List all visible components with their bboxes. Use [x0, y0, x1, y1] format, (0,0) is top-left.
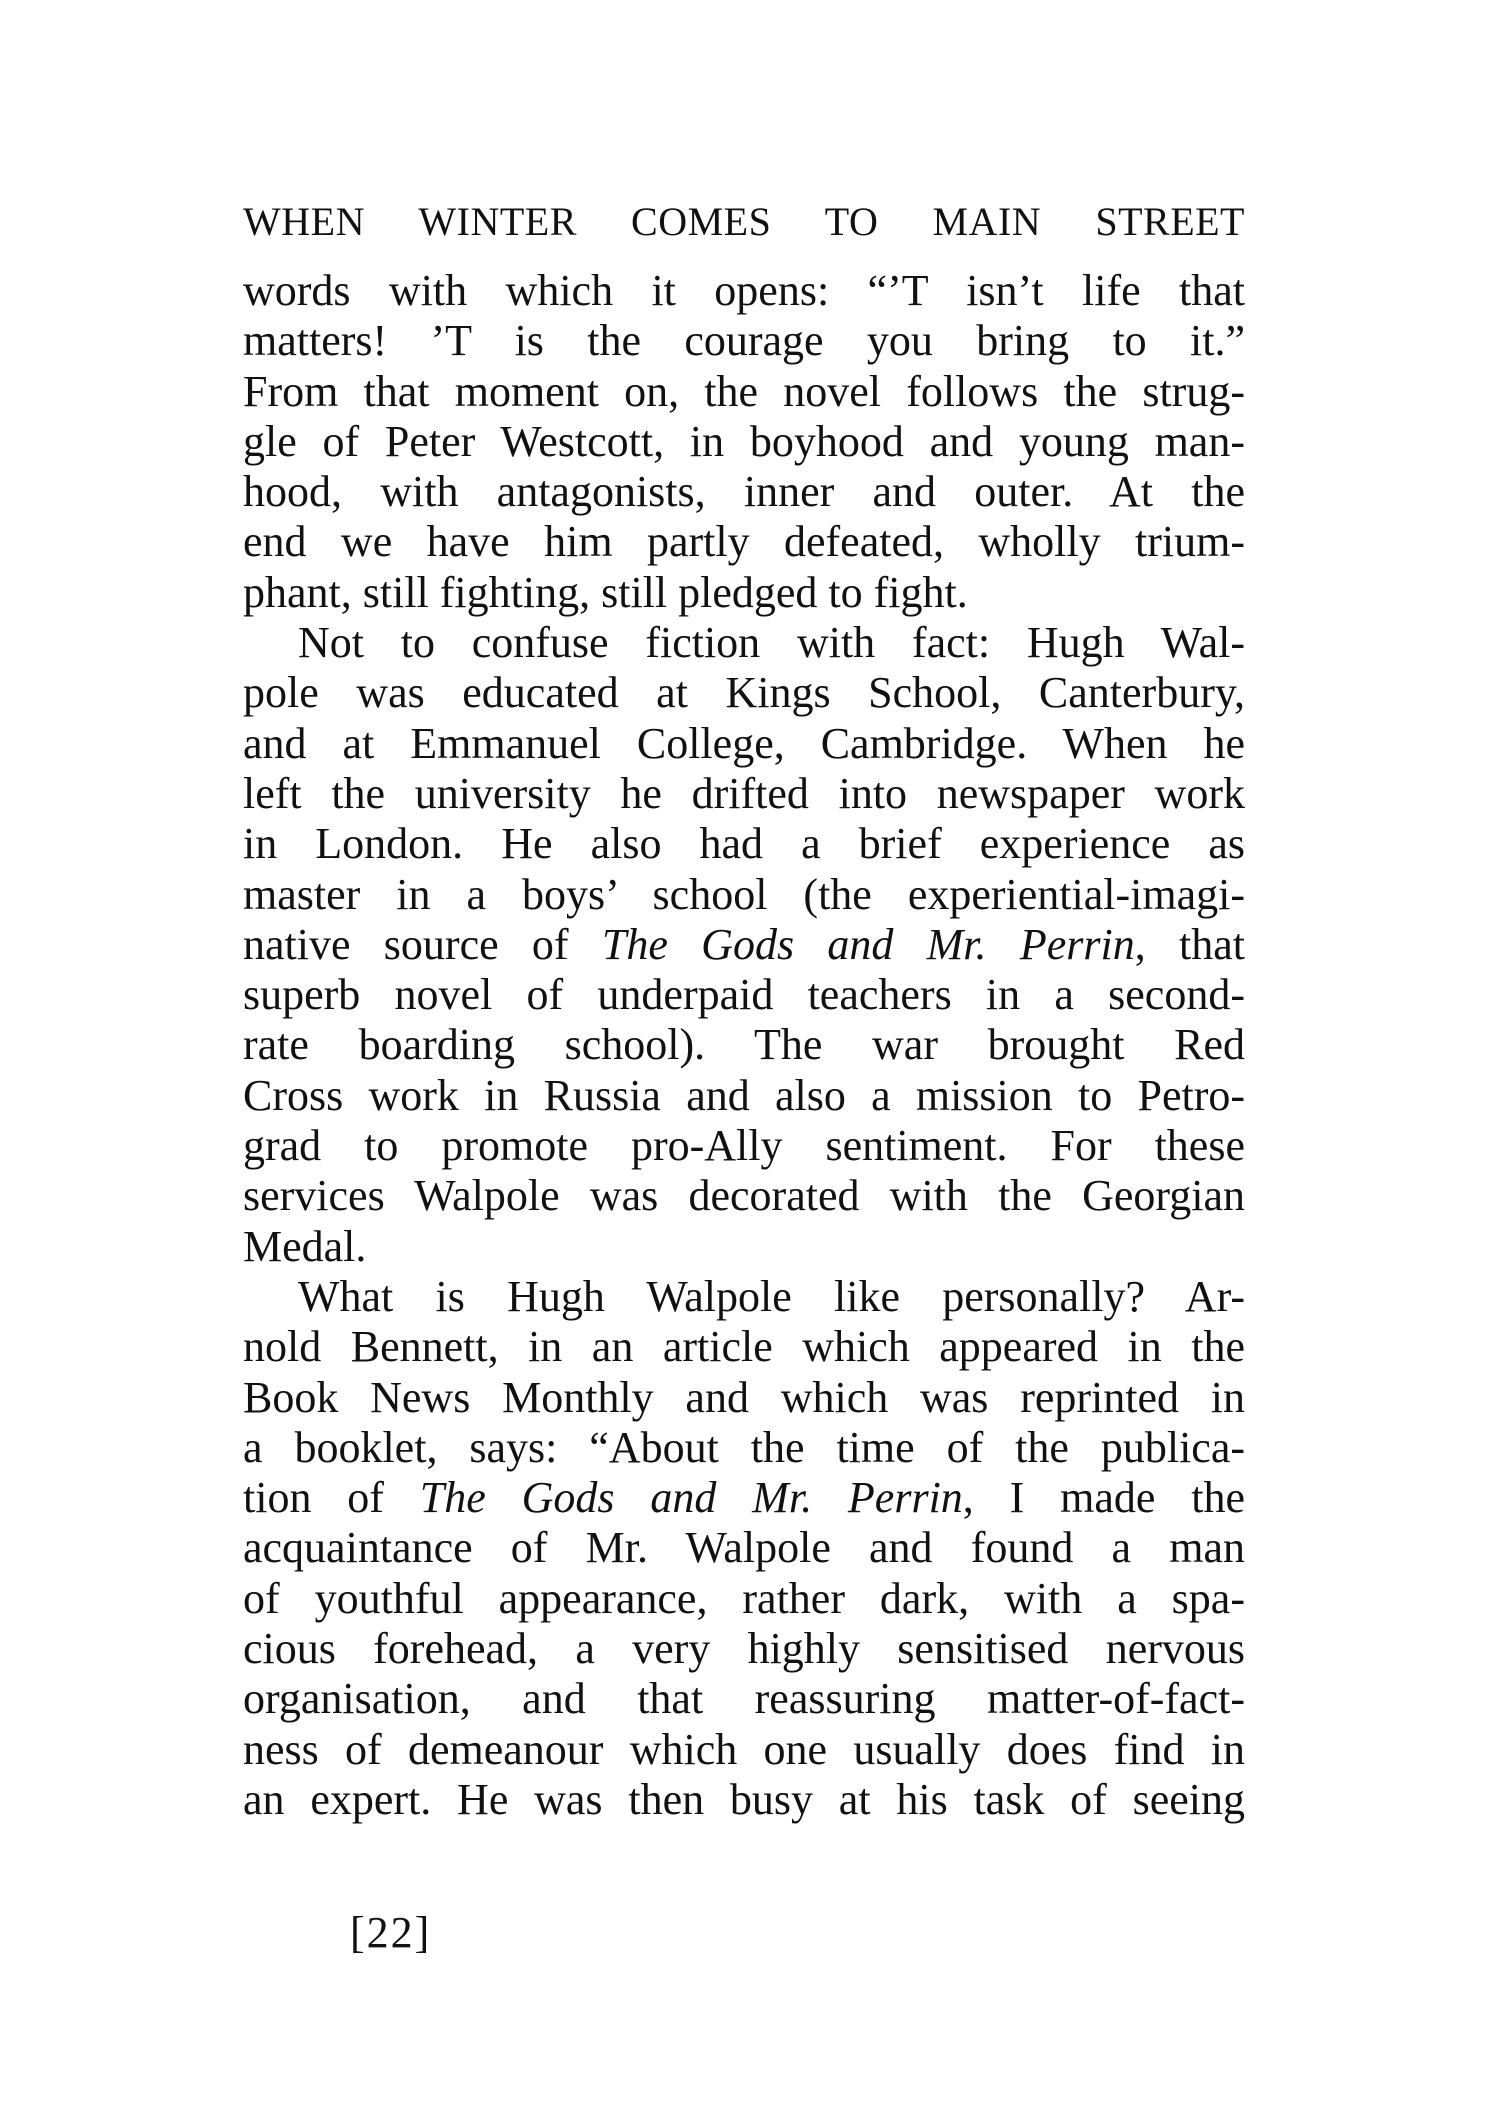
text-line: What is Hugh Walpole like personally? Ar-: [298, 1271, 1245, 1321]
text-line: Cross work in Russia and also a mission to Petro-: [243, 1070, 1245, 1120]
text-segment: native source of: [243, 919, 602, 969]
text-line: [243, 920, 1245, 970]
text-line: services Walpole was decorated with the Georgian: [243, 1171, 1245, 1221]
running-head: WHEN WINTER COMES TO MAIN STREET: [243, 199, 1245, 244]
text-line: superb novel of underpaid teachers in a second-: [243, 970, 1245, 1020]
text-line: [243, 1473, 1245, 1523]
text-line: matters! ’T is the courage you bring to it.”: [243, 316, 1245, 366]
text-line: grad to promote pro-Ally sentiment. For these: [243, 1121, 1245, 1171]
text-line: in London. He also had a brief experience as: [243, 819, 1245, 869]
text-line: Medal.: [243, 1221, 367, 1271]
text-line: phant, still fighting, still pledged to fight.: [243, 567, 968, 617]
page-number: [22]: [350, 1908, 432, 1957]
text-line: an expert. He was then busy at his task of seeing: [243, 1774, 1245, 1824]
text-line: end we have him partly defeated, wholly trium-: [243, 517, 1245, 567]
text-line: gle of Peter Westcott, in boyhood and young man-: [243, 416, 1245, 466]
text-line: organisation, and that reassuring matter-of-fact-: [243, 1674, 1245, 1724]
text-line: of youthful appearance, rather dark, with a spa-: [243, 1573, 1245, 1623]
text-line: and at Emmanuel College, Cambridge. When he: [243, 718, 1245, 768]
text-line: cious forehead, a very highly sensitised nervous: [243, 1624, 1245, 1674]
text-line: hood, with antagonists, inner and outer. At the: [243, 467, 1245, 517]
text-line: words with which it opens: “’T isn’t life that: [243, 266, 1245, 315]
text-segment: , I made the: [962, 1473, 1245, 1523]
text-line: a booklet, says: “About the time of the publica-: [243, 1422, 1245, 1472]
text-line: Book News Monthly and which was reprinted in: [243, 1372, 1245, 1422]
book-title: The Gods and Mr. Perrin: [419, 1473, 963, 1523]
text-line: master in a boys’ school (the experiential-imagi-: [243, 869, 1245, 919]
text-segment: tion of: [243, 1473, 420, 1523]
text-line: pole was educated at Kings School, Canterbury,: [243, 668, 1245, 718]
text-line: left the university he drifted into newspaper work: [243, 768, 1245, 818]
book-title: The Gods and Mr. Perrin: [601, 919, 1135, 969]
body-text: [243, 266, 1245, 1825]
text-line: ness of demeanour which one usually does find in: [243, 1724, 1245, 1774]
text-line: acquaintance of Mr. Walpole and found a man: [243, 1523, 1245, 1573]
text-line: From that moment on, the novel follows the strug-: [243, 366, 1245, 416]
text-line: Not to confuse fiction with fact: Hugh Wal-: [298, 618, 1245, 668]
text-line: nold Bennett, in an article which appeared in the: [243, 1322, 1245, 1372]
text-line: rate boarding school). The war brought Red: [243, 1020, 1245, 1070]
text-segment: , that: [1134, 919, 1245, 969]
